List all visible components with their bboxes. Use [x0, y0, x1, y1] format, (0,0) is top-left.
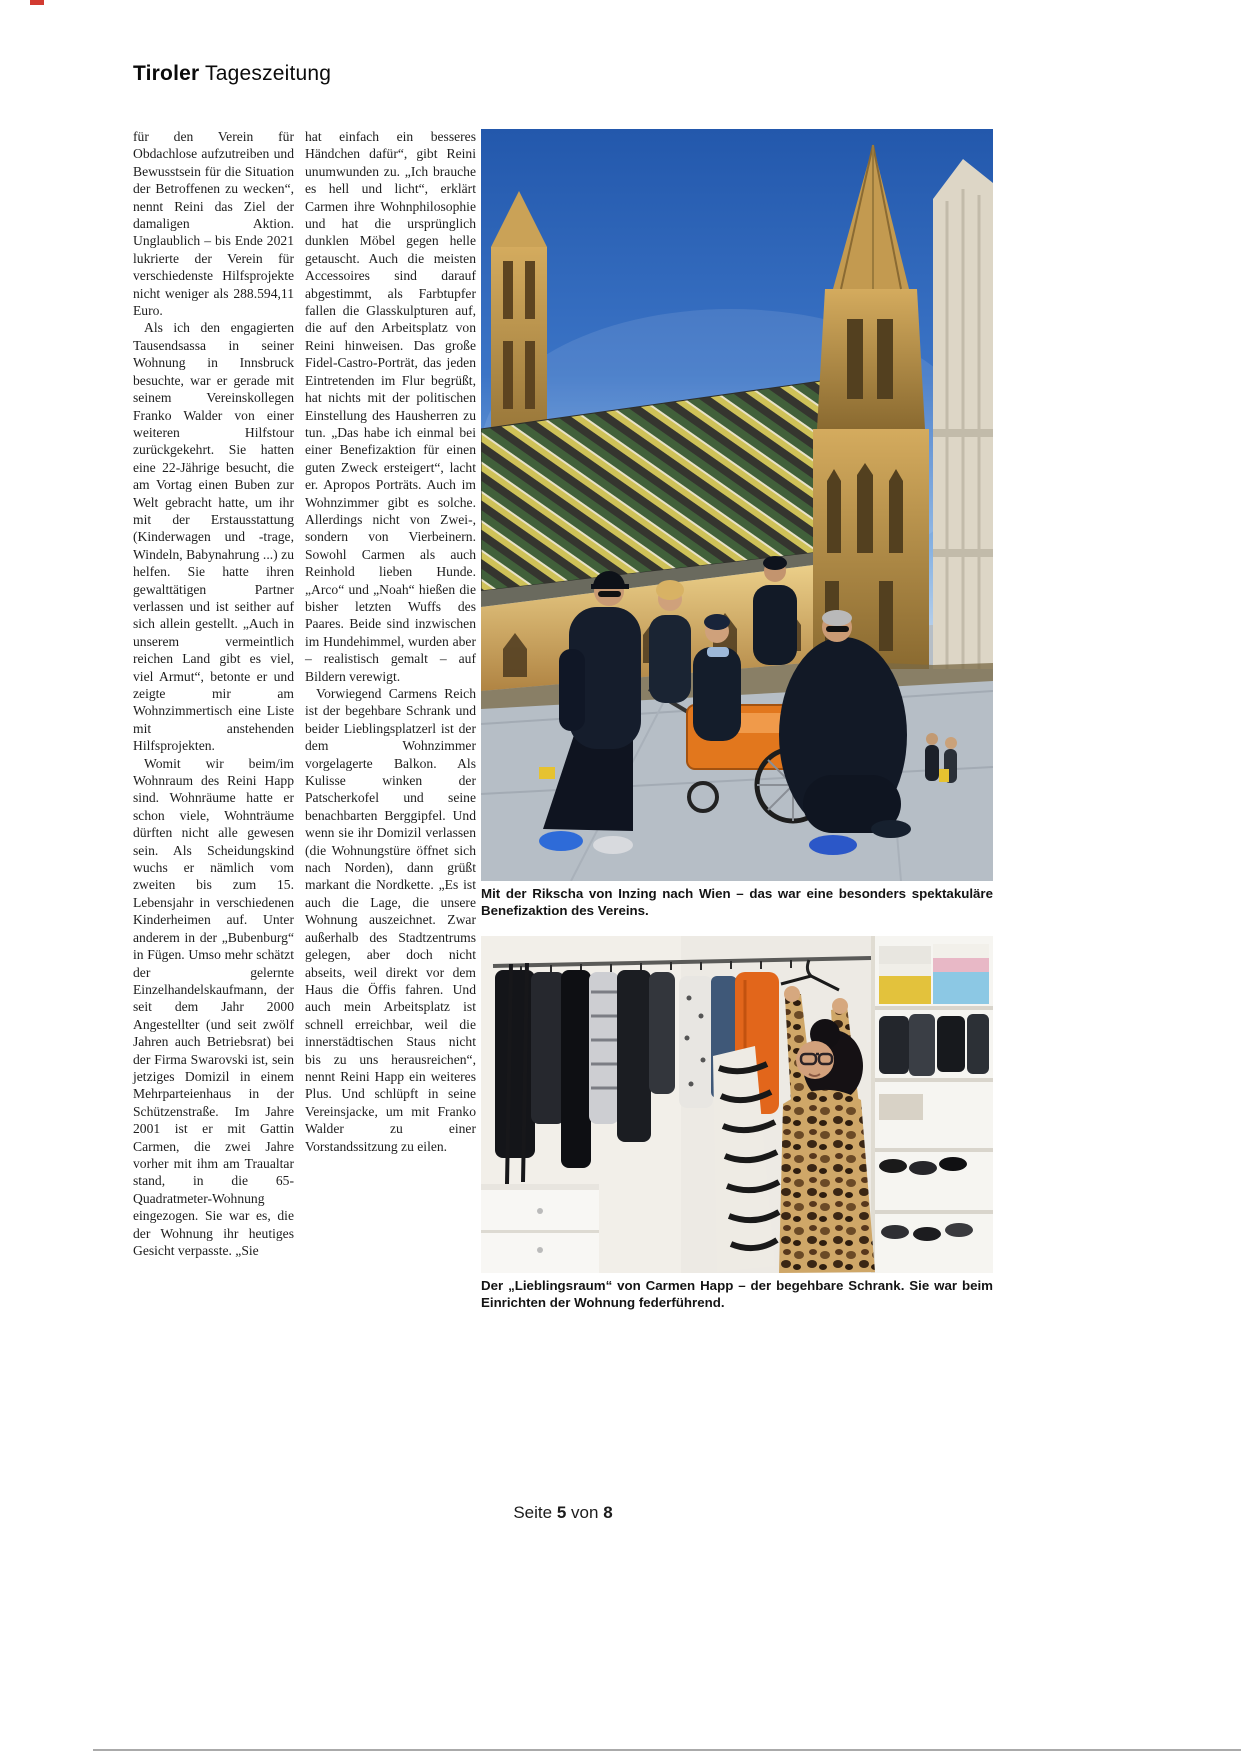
paragraph: hat einfach ein besseres Händchen dafür“, gibt Reini unumwunden zu. „Ich brauche es hell und licht“, erklärt Carmen ihre Wohnphilosophie und hat die ursprünglich dunklen Möbel gegen helle getauscht. Auch die meisten Accessoires sind darauf abgestimmt, als Farbtupfer fallen die Glasskulpturen auf, die auf den Arbeitsplatz von Reini hinweisen. Das große Fidel-Castro-Porträt, das jeden Eintretenden im Flur begrüßt, hat nichts mit der politischen Einstellung des Hausherren zu tun. „Das habe ich einmal bei einer Benefizaktion für einen guten Zweck ersteigert“, lacht er. Apropos Porträts. Auch im Wohnzimmer gibt es solche. Allerdings nicht von Zwei-, sondern von Vierbeinern. Sowohl Carmen als auch Reinhold lieben Hunde. „Arco“ und „Noah“ hießen die bisher letzten Wuffs des Paares. Beide sind inzwischen im Hundehimmel, wurden aber – realistisch gemalt – auf Bildern verewigt. — [305, 129, 476, 684]
closet-shelving-right — [871, 936, 993, 1273]
photo-caption: Der „Lieblingsraum“ von Carmen Happ – der begehbare Schrank. Sie war beim Einrichten der Wohnung federführend. — [481, 1278, 993, 1310]
closet-photo-illustration — [481, 936, 993, 1273]
paragraph: Womit wir beim/im Wohnraum des Reini Happ sind. Wohnräume hatte er schon viele, Wohnträume dürften nicht alle gewesen sein. Als Scheidungskind wuchs er nämlich vom zweiten bis zum 15. Lebensjahr in verschiedenen Kinderheimen auf. Unter anderem in der „Bubenburg“ in Fügen. Umso mehr schätzt der gelernte Einzelhandelskaufmann, der seit dem Jahr 2000 Angestellter (und seit zwölf Jahren auch Betriebsrat) bei der Firma Swarovski ist, sein jetziges Domizil in einem Mehrparteienhaus in der Schützenstraße. Im Jahre 2001 ist er mit Gattin Carmen, die zwei Jahre vorher mit ihm am Traualtar stand, in die 65-Quadratmeter-Wohnung eingezogen. Sie war es, die der Wohnung ihr heutiges Gesicht verpasste. „Sie — [133, 755, 294, 1258]
page-number-footer — [133, 1503, 993, 1523]
footer-current-page: 5 — [556, 1503, 567, 1522]
masthead — [133, 62, 331, 86]
paragraph: Vorwiegend Carmens Reich ist der begehbare Schrank und beider Lieblingsplatzerl ist der dem Wohnzimmer vorgelagerte Balkon. Als Kulisse winken der Patscherkofel und seine benachbarten Berggipfel. Und wenn sie ihr Domizil verlassen (die Wohnungstüre öffnet sich nach Norden), dann grüßt markant die Nordkette. „Es ist auch die Lage, die unsere Wohnung auszeichnet. Zwar außerhalb des Stadtzentrums gelegen, aber doch nicht abseits, weil direkt vor dem Haus die Öffis fahren. Und auch mein Arbeitsplatz ist schnell erreichbar, weil die innerstädtischen Staus nicht bis zu uns herausreichen“, nennt Reini Happ ein weiteres Plus. Und schlüpft in seine Vereinsjacke, um mit Franko Walder zu einer Vorstandssitzung zu eilen. — [305, 686, 476, 1154]
scan-artifact-red-mark — [30, 0, 44, 5]
photo-stephansdom-block — [481, 129, 993, 919]
paragraph: Als ich den engagierten Tausendsassa in seiner Wohnung in Innsbruck besuchte, war er gerade mit seinem Vereinskollegen Franko Walder von einer weiteren Hilfstour zurückgekehrt. Sie hatten eine 22-Jährige besucht, die am Vortag einen Buben zur Welt gebracht hatte, um ihr mit der Erstausstattung (Kinderwagen und -trage, Windeln, Babynahrung ...) zu helfen. Sie hatte ihren gewalttätigen Partner verlassen und ist seither auf sich allein gestellt. „Auch in unserem vermeintlich reichen Land gibt es viel, viel Armut“, betonte er und zeigte mir am Wohnzimmertisch eine Liste mit anstehenden Hilfsprojekten. — [133, 320, 294, 754]
article-body — [133, 128, 476, 1259]
photo-caption: Mit der Rikscha von Inzing nach Wien – das war eine besonders spektakuläre Benefizaktion des Vereins. — [481, 886, 993, 918]
masthead-brand-bold: Tiroler — [133, 62, 200, 85]
article-column-2 — [305, 128, 476, 1259]
stephansdom-photo-illustration — [481, 129, 993, 881]
photo-closet-block — [481, 936, 993, 1311]
photo-stephansdom — [481, 129, 993, 881]
footer-separator: von — [571, 1503, 599, 1522]
article-column-1 — [133, 128, 294, 1259]
paragraph: für den Verein für Obdachlose aufzutreiben und Bewusstsein für die Situation der Betroffenen zu wecken“, nennt Reini das Ziel der damaligen Aktion. Unglaublich – bis Ende 2021 lukrierte der Verein für verschiedenste Hilfsprojekte nicht weniger als 288.594,11 Euro. — [133, 129, 294, 319]
footer-prefix: Seite — [513, 1503, 553, 1522]
scan-edge-line — [93, 1749, 1241, 1751]
footer-total-pages: 8 — [603, 1503, 613, 1522]
photo-closet — [481, 936, 993, 1273]
masthead-brand-rest: Tageszeitung — [199, 62, 332, 85]
